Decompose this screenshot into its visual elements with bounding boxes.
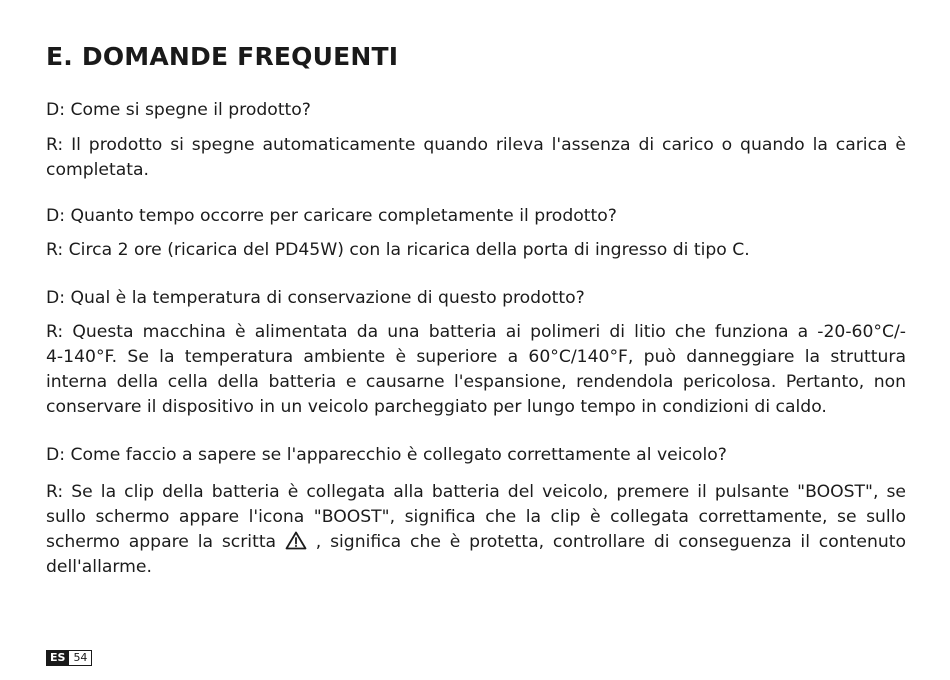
faq-question-2: D: Quanto tempo occorre per caricare completamente il prodotto? xyxy=(46,206,617,226)
faq-answer-4-line-3-after: , significa che è protetta, controllare di conseguenza il contenuto xyxy=(315,531,907,552)
faq-answer-4-line-3-before: schermo appare la scritta xyxy=(46,531,277,552)
language-badge: ES xyxy=(46,650,69,666)
faq-answer-4 xyxy=(46,480,906,580)
faq-answer-3 xyxy=(46,320,906,420)
faq-question-1: D: Come si spegne il prodotto? xyxy=(46,100,311,120)
faq-answer-3-line-3: interna della cella della batteria e causarne l'espansione, rendendola pericolosa. Pertanto, non xyxy=(46,371,906,392)
faq-answer-4-line-4: dell'allarme. xyxy=(46,556,152,577)
faq-answer-1-line-2: completata. xyxy=(46,159,149,180)
faq-answer-4-line-1: R: Se la clip della batteria è collegata alla batteria del veicolo, premere il pulsante "BOOST", se xyxy=(46,482,906,502)
page-number: 54 xyxy=(69,650,92,666)
faq-answer-3-line-1: R: Questa macchina è alimentata da una batteria ai polimeri di litio che funziona a -20-60°C/- xyxy=(46,322,906,342)
faq-answer-4-line-3 xyxy=(46,530,906,555)
faq-question-4: D: Come faccio a sapere se l'apparecchio è collegato correttamente al veicolo? xyxy=(46,445,727,465)
page-footer xyxy=(46,650,92,666)
warning-triangle-icon xyxy=(285,531,307,550)
faq-answer-1 xyxy=(46,133,906,183)
faq-answer-3-line-4: conservare il dispositivo in un veicolo parcheggiato per lungo tempo in condizioni di caldo. xyxy=(46,396,827,417)
faq-answer-3-line-2: 4-140°F. Se la temperatura ambiente è superiore a 60°C/140°F, può danneggiare la struttura xyxy=(46,346,906,367)
faq-answer-2: R: Circa 2 ore (ricarica del PD45W) con la ricarica della porta di ingresso di tipo C. xyxy=(46,240,750,260)
faq-question-3: D: Qual è la temperatura di conservazione di questo prodotto? xyxy=(46,288,585,308)
faq-answer-4-line-2: sullo schermo appare l'icona "BOOST", significa che la clip è collegata correttamente, se sullo xyxy=(46,506,906,527)
page-title: E. DOMANDE FREQUENTI xyxy=(46,42,399,71)
faq-answer-1-line-1: R: Il prodotto si spegne automaticamente quando rileva l'assenza di carico o quando la carica è xyxy=(46,135,906,155)
